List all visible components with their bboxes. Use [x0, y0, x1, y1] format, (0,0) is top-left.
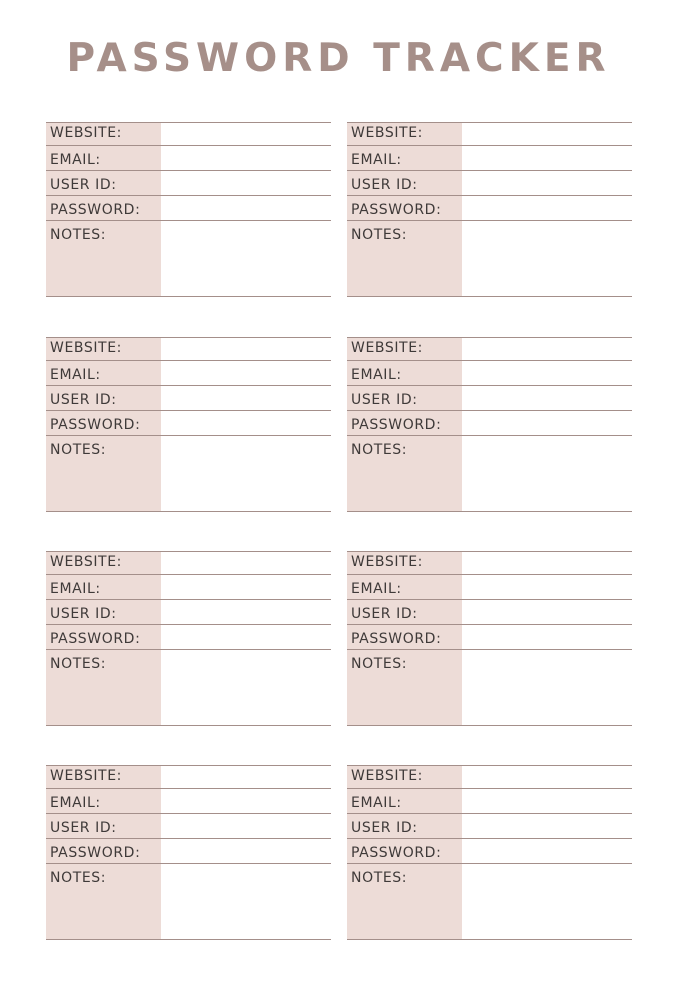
- notes-label: NOTES:: [50, 442, 107, 458]
- email-label: EMAIL:: [351, 581, 402, 597]
- website-field[interactable]: [162, 339, 330, 361]
- notes-label: NOTES:: [351, 227, 408, 243]
- password-label: PASSWORD:: [351, 845, 442, 861]
- password-entry-card: [347, 337, 632, 512]
- rule-line: [347, 220, 632, 221]
- rule-line: [46, 145, 331, 146]
- notes-label: NOTES:: [351, 656, 408, 672]
- email-field[interactable]: [162, 790, 330, 812]
- user-id-label: USER ID:: [50, 820, 117, 836]
- user-id-label: USER ID:: [351, 392, 418, 408]
- password-field[interactable]: [463, 840, 631, 862]
- user-id-field[interactable]: [162, 815, 330, 837]
- website-label: WEBSITE:: [351, 768, 423, 784]
- user-id-label: USER ID:: [351, 820, 418, 836]
- notes-field[interactable]: [162, 865, 330, 937]
- user-id-label: USER ID:: [351, 177, 418, 193]
- rule-line: [347, 838, 632, 839]
- rule-line: [347, 599, 632, 600]
- user-id-label: USER ID:: [50, 606, 117, 622]
- rule-line: [347, 511, 632, 512]
- website-label: WEBSITE:: [50, 125, 122, 141]
- website-label: WEBSITE:: [50, 554, 122, 570]
- user-id-field[interactable]: [162, 387, 330, 409]
- website-field[interactable]: [162, 124, 330, 146]
- password-field[interactable]: [162, 412, 330, 434]
- rule-line: [46, 170, 331, 171]
- notes-field[interactable]: [463, 222, 631, 294]
- email-field[interactable]: [463, 147, 631, 169]
- rule-line: [46, 435, 331, 436]
- website-field[interactable]: [162, 553, 330, 575]
- rule-line: [347, 337, 632, 338]
- password-entry-card: [46, 765, 331, 940]
- password-entry-card: [347, 551, 632, 726]
- password-label: PASSWORD:: [50, 202, 141, 218]
- rule-line: [347, 624, 632, 625]
- user-id-label: USER ID:: [50, 392, 117, 408]
- password-entry-card: [347, 765, 632, 940]
- password-field[interactable]: [162, 197, 330, 219]
- website-label: WEBSITE:: [351, 125, 423, 141]
- rule-line: [46, 939, 331, 940]
- website-label: WEBSITE:: [351, 340, 423, 356]
- page-title: PASSWORD TRACKER: [66, 36, 611, 81]
- email-label: EMAIL:: [50, 581, 101, 597]
- password-entry-card: [46, 122, 331, 297]
- rule-line: [347, 360, 632, 361]
- email-label: EMAIL:: [50, 367, 101, 383]
- password-field[interactable]: [463, 412, 631, 434]
- rule-line: [347, 170, 632, 171]
- rule-line: [347, 296, 632, 297]
- password-label: PASSWORD:: [50, 417, 141, 433]
- website-label: WEBSITE:: [50, 340, 122, 356]
- rule-line: [46, 599, 331, 600]
- rule-line: [46, 220, 331, 221]
- email-field[interactable]: [463, 576, 631, 598]
- password-label: PASSWORD:: [50, 631, 141, 647]
- rule-line: [46, 863, 331, 864]
- rule-line: [46, 385, 331, 386]
- rule-line: [46, 788, 331, 789]
- rule-line: [347, 410, 632, 411]
- user-id-field[interactable]: [162, 172, 330, 194]
- rule-line: [46, 551, 331, 552]
- rule-line: [46, 337, 331, 338]
- rule-line: [347, 574, 632, 575]
- website-field[interactable]: [463, 339, 631, 361]
- user-id-label: USER ID:: [351, 606, 418, 622]
- user-id-field[interactable]: [162, 601, 330, 623]
- rule-line: [46, 511, 331, 512]
- user-id-field[interactable]: [463, 387, 631, 409]
- password-entry-card: [347, 122, 632, 297]
- password-label: PASSWORD:: [351, 417, 442, 433]
- user-id-label: USER ID:: [50, 177, 117, 193]
- rule-line: [347, 765, 632, 766]
- password-label: PASSWORD:: [351, 631, 442, 647]
- email-label: EMAIL:: [50, 795, 101, 811]
- website-label: WEBSITE:: [50, 768, 122, 784]
- rule-line: [46, 195, 331, 196]
- user-id-field[interactable]: [463, 601, 631, 623]
- rule-line: [347, 939, 632, 940]
- password-label: PASSWORD:: [351, 202, 442, 218]
- rule-line: [347, 788, 632, 789]
- notes-label: NOTES:: [351, 442, 408, 458]
- rule-line: [46, 624, 331, 625]
- password-label: PASSWORD:: [50, 845, 141, 861]
- website-field[interactable]: [463, 553, 631, 575]
- password-field[interactable]: [162, 626, 330, 648]
- password-field[interactable]: [162, 840, 330, 862]
- password-entry-card: [46, 551, 331, 726]
- password-field[interactable]: [463, 626, 631, 648]
- rule-line: [347, 813, 632, 814]
- notes-label: NOTES:: [351, 870, 408, 886]
- rule-line: [347, 435, 632, 436]
- rule-line: [347, 725, 632, 726]
- rule-line: [347, 551, 632, 552]
- website-field[interactable]: [463, 767, 631, 789]
- website-label: WEBSITE:: [351, 554, 423, 570]
- rule-line: [347, 195, 632, 196]
- notes-label: NOTES:: [50, 656, 107, 672]
- email-field[interactable]: [162, 576, 330, 598]
- email-label: EMAIL:: [351, 795, 402, 811]
- rule-line: [347, 385, 632, 386]
- rule-line: [347, 122, 632, 123]
- email-field[interactable]: [162, 362, 330, 384]
- rule-line: [46, 813, 331, 814]
- user-id-field[interactable]: [463, 172, 631, 194]
- rule-line: [46, 765, 331, 766]
- email-field[interactable]: [463, 362, 631, 384]
- rule-line: [347, 863, 632, 864]
- rule-line: [347, 649, 632, 650]
- notes-field[interactable]: [463, 651, 631, 723]
- notes-field[interactable]: [162, 222, 330, 294]
- notes-field[interactable]: [162, 651, 330, 723]
- email-label: EMAIL:: [351, 367, 402, 383]
- rule-line: [46, 410, 331, 411]
- notes-field[interactable]: [162, 437, 330, 509]
- email-label: EMAIL:: [351, 152, 402, 168]
- email-field[interactable]: [463, 790, 631, 812]
- rule-line: [46, 574, 331, 575]
- notes-field[interactable]: [463, 437, 631, 509]
- rule-line: [46, 296, 331, 297]
- password-field[interactable]: [463, 197, 631, 219]
- user-id-field[interactable]: [463, 815, 631, 837]
- rule-line: [347, 145, 632, 146]
- email-field[interactable]: [162, 147, 330, 169]
- rule-line: [46, 725, 331, 726]
- rule-line: [46, 649, 331, 650]
- website-field[interactable]: [162, 767, 330, 789]
- password-entry-card: [46, 337, 331, 512]
- notes-label: NOTES:: [50, 870, 107, 886]
- rule-line: [46, 360, 331, 361]
- notes-label: NOTES:: [50, 227, 107, 243]
- rule-line: [46, 838, 331, 839]
- notes-field[interactable]: [463, 865, 631, 937]
- email-label: EMAIL:: [50, 152, 101, 168]
- rule-line: [46, 122, 331, 123]
- website-field[interactable]: [463, 124, 631, 146]
